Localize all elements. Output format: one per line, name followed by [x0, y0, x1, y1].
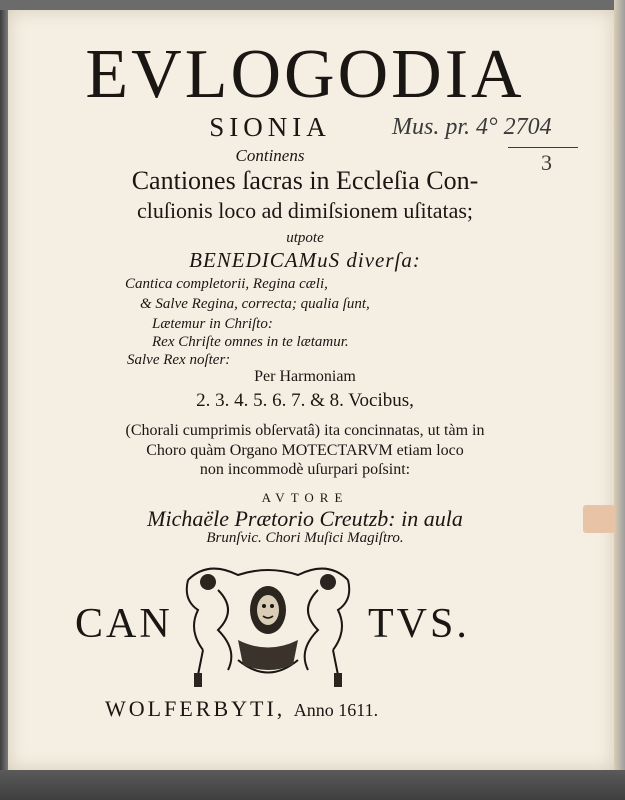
subtitle-line-1: Cantiones ſacras in Eccleſia Con-: [131, 166, 479, 195]
per-harmoniam: Per Harmoniam: [254, 368, 356, 385]
list-item: Rex Chriſte omnes in te lætamur.: [152, 334, 349, 350]
autore-label: AVTORE: [261, 490, 349, 505]
shelfmark-annotation: Mus. pr. 4° 2704: [392, 114, 552, 140]
author-title-line: Brunſvic. Chori Muſici Magiſtro.: [206, 530, 404, 546]
benedicamus-heading: BENEDICAMuS diverſa:: [189, 248, 421, 272]
cantus-right: TVS.: [368, 601, 470, 647]
imprint-place: WOLFERBYTI,: [105, 696, 286, 721]
list-item: Salve Rex noſter:: [127, 352, 231, 368]
continens-text: Continens: [235, 146, 305, 165]
subtitle-line-2: cluſionis loco ad dimiſsionem uſitatas;: [136, 198, 474, 223]
main-title: EVLOGODIA: [85, 36, 525, 113]
list-item: Lætemur in Chriſto:: [152, 316, 273, 332]
shelfmark-sub: 3: [541, 150, 552, 175]
list-item: Cantica completorii, Regina cæli,: [125, 276, 328, 292]
subtitle-sionia: SIONIA: [209, 112, 331, 142]
cantus-left: CAN: [75, 601, 173, 647]
printers-ornament-icon: [178, 560, 358, 690]
page-edge: [614, 0, 625, 800]
utpote-text: utpote: [286, 230, 324, 246]
vocibus-line: 2. 3. 4. 5. 6. 7. & 8. Vocibus,: [196, 390, 414, 411]
imprint-line: [105, 696, 378, 722]
author-line: Michaële Prætorio Creutzb: in aula: [147, 506, 463, 531]
chorali-line-3: non incommodè uſurpari poſsint:: [199, 461, 411, 478]
imprint-year: Anno 1611.: [293, 700, 379, 720]
chorali-line-2: Choro quàm Organo MOTECTARVM etiam loco: [146, 442, 464, 459]
shelfmark-rule: [508, 147, 578, 148]
chorali-line-1: (Chorali cumprimis obſervatâ) ita concinnatas, ut tàm in: [125, 422, 485, 439]
book-bottom: [0, 770, 625, 800]
list-item: & Salve Regina, correcta; qualia ſunt,: [140, 296, 370, 312]
